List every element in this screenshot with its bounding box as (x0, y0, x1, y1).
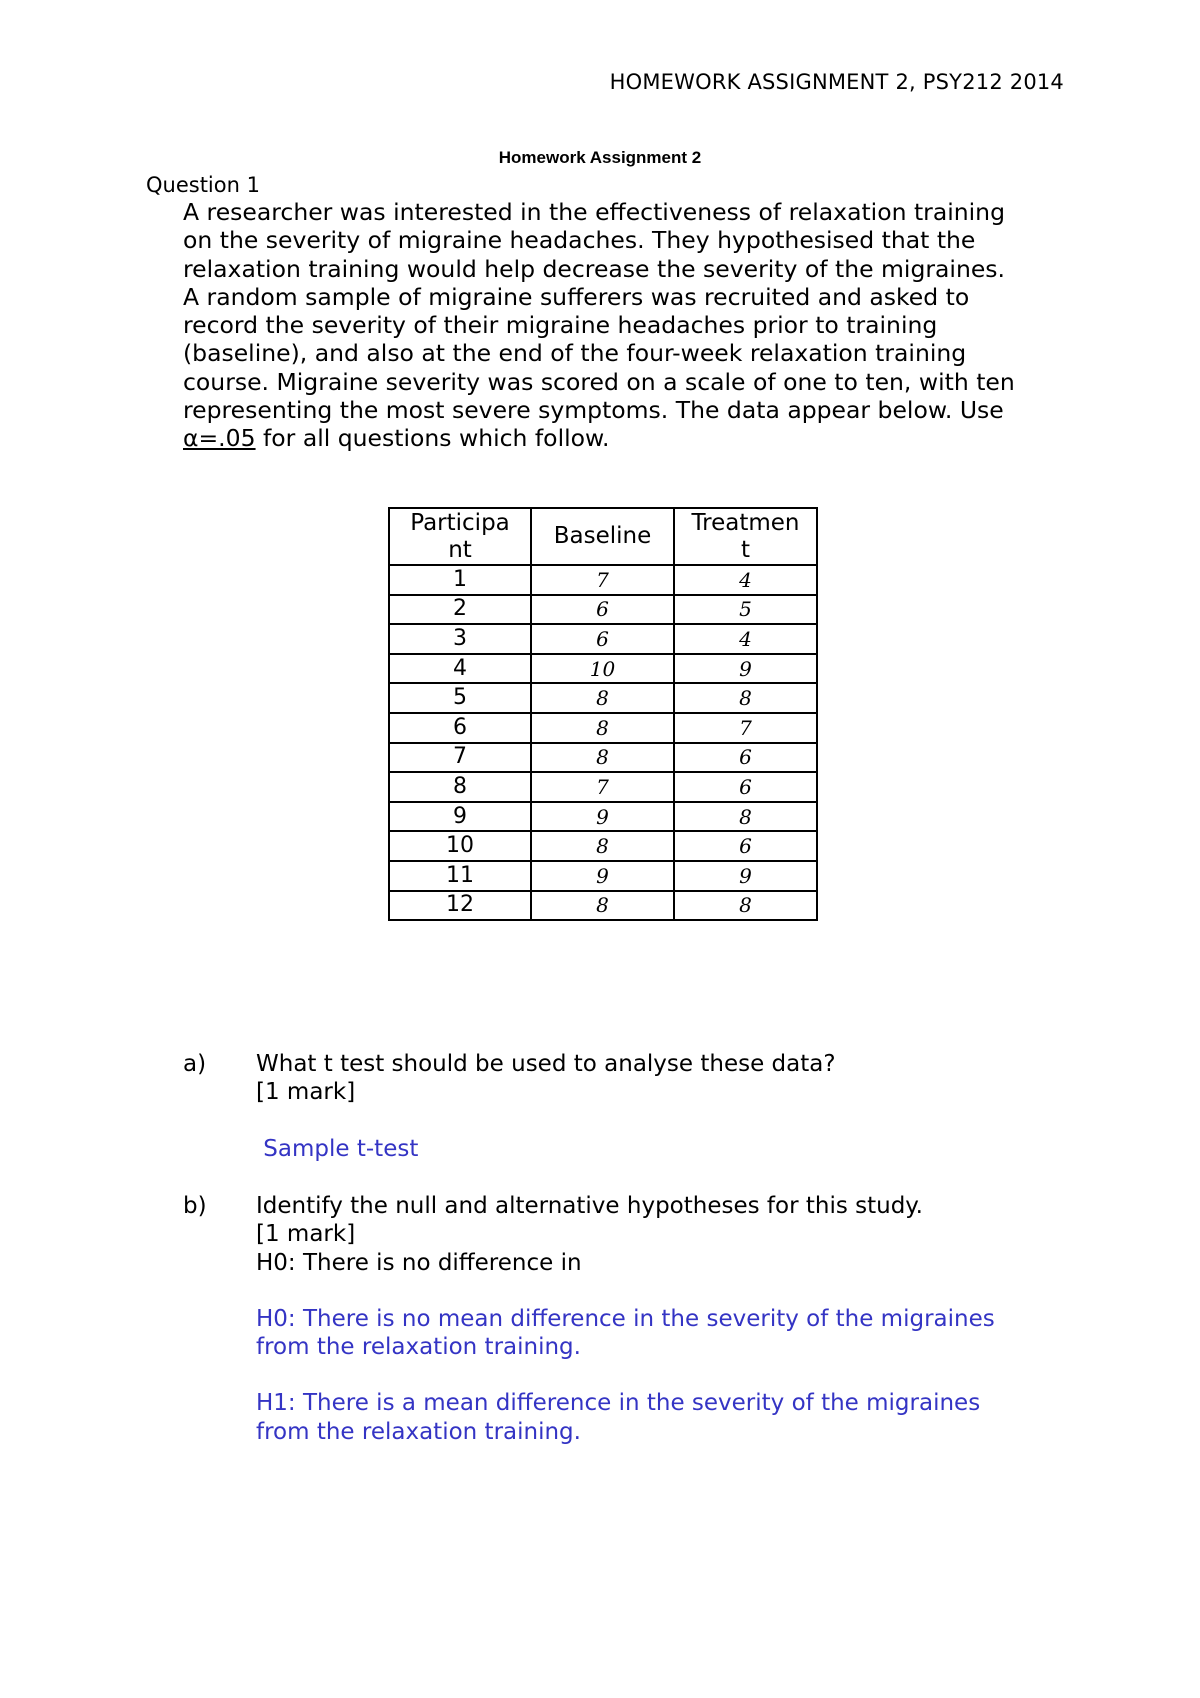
running-header: HOMEWORK ASSIGNMENT 2, PSY212 2014 (609, 70, 1064, 94)
table-row (389, 565, 817, 595)
table-header-row (389, 508, 817, 565)
part-a-question: What t test should be used to analyse these data? (256, 1051, 836, 1077)
participant-cell: 9 (389, 802, 531, 832)
intro-line: relaxation training would help decrease the severity of the migraines. (183, 254, 1006, 283)
treatment-cell: 6 (674, 831, 817, 861)
treatment-cell: 6 (674, 743, 817, 773)
intro-line: A random sample of migraine sufferers was recruited and asked to (183, 282, 970, 311)
baseline-cell: 8 (531, 743, 674, 773)
treatment-cell: 6 (674, 772, 817, 802)
intro-line: A researcher was interested in the effectiveness of relaxation training (183, 198, 1005, 226)
document-title: Homework Assignment 2 (498, 148, 702, 167)
participant-cell: 6 (389, 713, 531, 743)
part-a-letter: a) (183, 1051, 207, 1077)
data-table (388, 507, 818, 921)
table-row (389, 654, 817, 684)
treatment-cell: 4 (674, 624, 817, 654)
participant-cell: 3 (389, 624, 531, 654)
part-b-marks: [1 mark] (256, 1221, 356, 1248)
alternative-hypothesis-line: from the relaxation training. (256, 1418, 581, 1445)
header-treatment: Treatmen t (674, 508, 817, 565)
question-1-label: Question 1 (146, 173, 260, 197)
intro-line: course. Migraine severity was scored on a scale of one to ten, with ten (183, 367, 1015, 396)
participant-cell: 10 (389, 831, 531, 861)
part-b-question: Identify the null and alternative hypotheses for this study. (256, 1193, 923, 1219)
intro-end: for all questions which follow. (255, 424, 610, 453)
baseline-cell: 8 (531, 683, 674, 713)
table-row (389, 831, 817, 861)
intro-line-last (183, 424, 1083, 452)
question-1-intro (183, 198, 1083, 453)
participant-cell: 7 (389, 743, 531, 773)
baseline-cell: 9 (531, 861, 674, 891)
table-row (389, 772, 817, 802)
treatment-cell: 9 (674, 861, 817, 891)
table-row (389, 595, 817, 625)
intro-line: on the severity of migraine headaches. They hypothesised that the (183, 226, 976, 255)
baseline-cell: 8 (531, 891, 674, 921)
part-b-letter: b) (183, 1193, 207, 1219)
table-row (389, 683, 817, 713)
baseline-cell: 6 (531, 595, 674, 625)
treatment-cell: 8 (674, 891, 817, 921)
intro-line: (baseline), and also at the end of the four-week relaxation training (183, 339, 967, 368)
participant-cell: 5 (389, 683, 531, 713)
participant-cell: 12 (389, 891, 531, 921)
baseline-cell: 7 (531, 772, 674, 802)
baseline-cell: 7 (531, 565, 674, 595)
table-row (389, 713, 817, 743)
table-row (389, 802, 817, 832)
baseline-cell: 10 (531, 654, 674, 684)
participant-cell: 8 (389, 772, 531, 802)
table-row (389, 743, 817, 773)
table-row (389, 861, 817, 891)
treatment-cell: 8 (674, 683, 817, 713)
alpha-level: α=.05 (183, 424, 256, 453)
participant-cell: 11 (389, 861, 531, 891)
null-hypothesis-line: from the relaxation training. (256, 1334, 581, 1361)
header-participant: Participa nt (389, 508, 531, 565)
treatment-cell: 5 (674, 595, 817, 625)
header-baseline: Baseline (531, 508, 674, 565)
intro-line: record the severity of their migraine headaches prior to training (183, 311, 938, 340)
treatment-cell: 8 (674, 802, 817, 832)
table-row (389, 624, 817, 654)
baseline-cell: 6 (531, 624, 674, 654)
intro-line: representing the most severe symptoms. The data appear below. Use (183, 396, 1004, 425)
baseline-cell: 9 (531, 802, 674, 832)
null-hypothesis-line: H0: There is no mean difference in the severity of the migraines (256, 1305, 995, 1332)
part-b-draft: H0: There is no difference in (256, 1249, 582, 1276)
baseline-cell: 8 (531, 831, 674, 861)
treatment-cell: 9 (674, 654, 817, 684)
treatment-cell: 4 (674, 565, 817, 595)
table-row (389, 891, 817, 921)
part-a-answer: Sample t-test (256, 1135, 419, 1162)
treatment-cell: 7 (674, 713, 817, 743)
participant-cell: 2 (389, 595, 531, 625)
part-b-body (256, 1192, 1056, 1446)
baseline-cell: 8 (531, 713, 674, 743)
participant-cell: 1 (389, 565, 531, 595)
part-a-body (256, 1050, 1056, 1163)
part-a-marks: [1 mark] (256, 1079, 356, 1106)
alternative-hypothesis-line: H1: There is a mean difference in the severity of the migraines (256, 1390, 981, 1417)
participant-cell: 4 (389, 654, 531, 684)
